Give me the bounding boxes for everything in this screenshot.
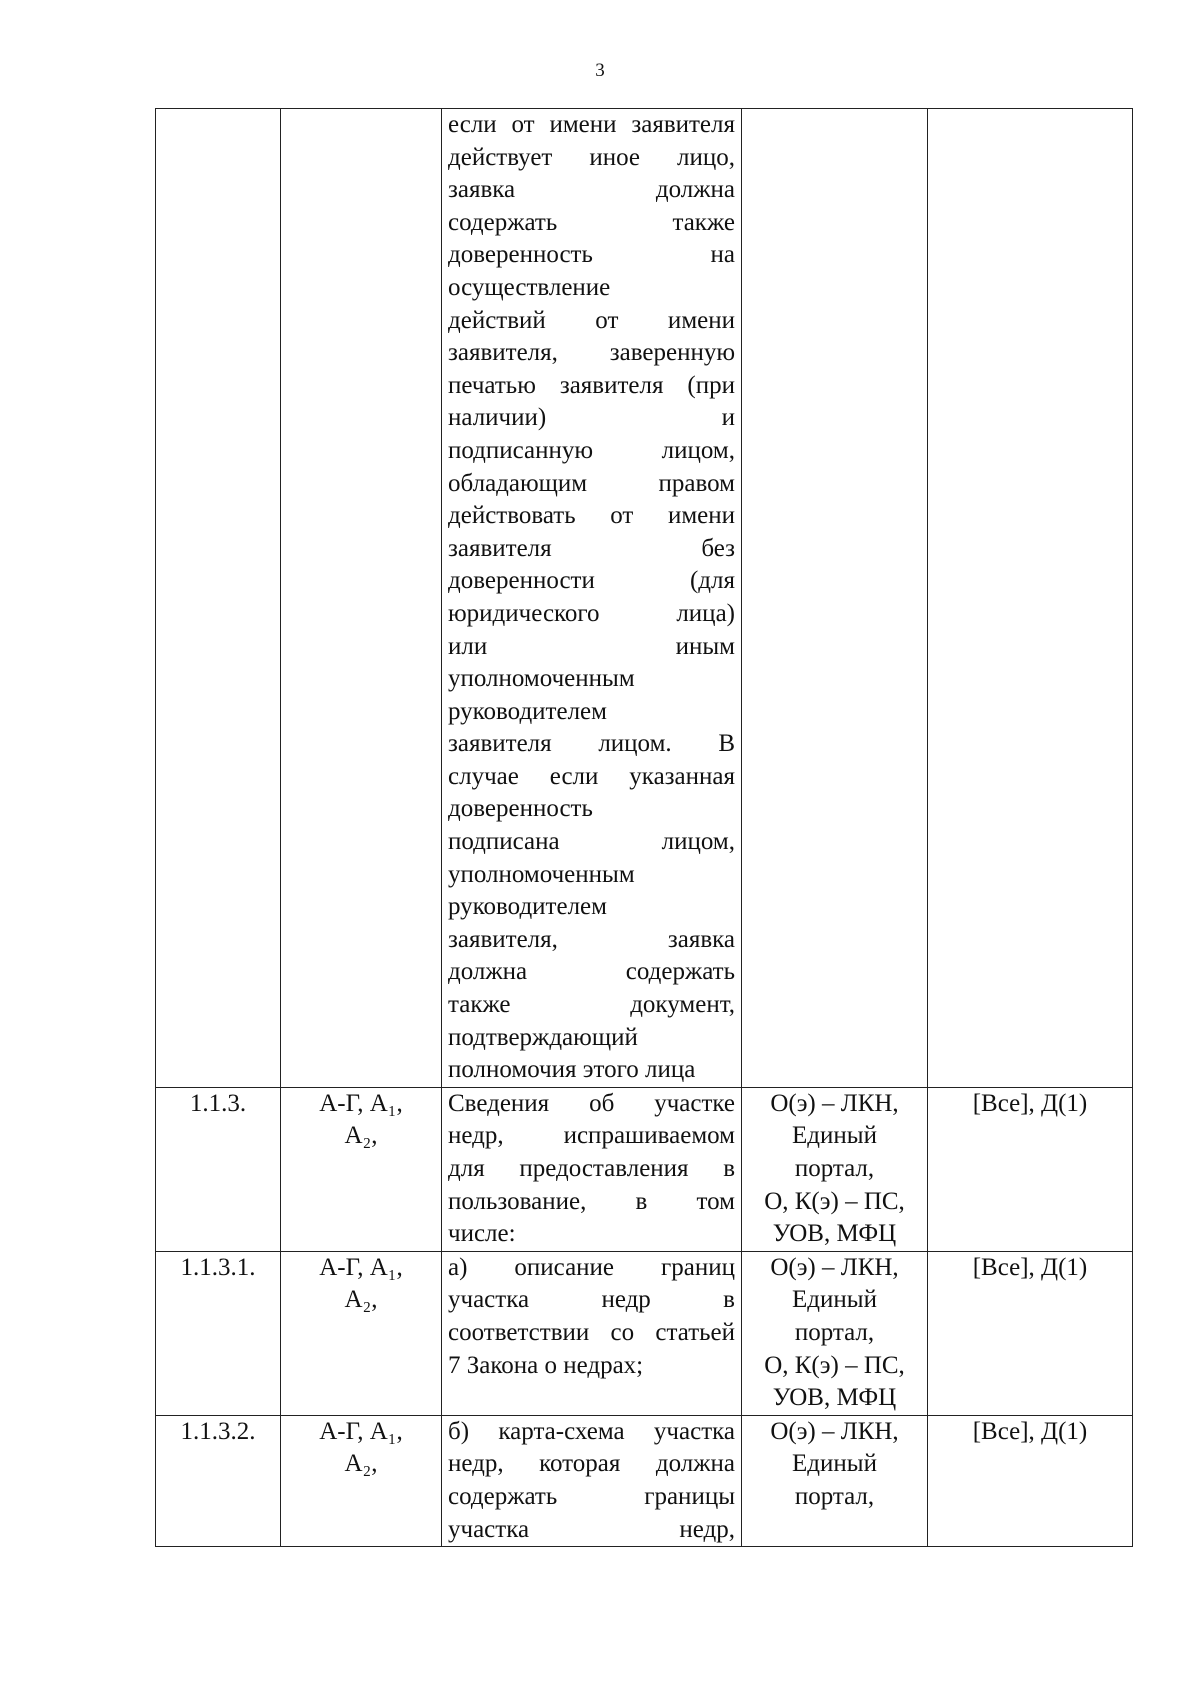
text-line: руководителем — [448, 893, 607, 921]
stage-cell — [928, 109, 1133, 1088]
text-line: участка недр, — [448, 1515, 735, 1543]
text-line: Единый — [792, 1286, 877, 1314]
text-line: О(э) – ЛКН, — [770, 1417, 899, 1445]
text-line: А₂, — [344, 1286, 378, 1314]
category-cell — [281, 1251, 442, 1415]
text-line: Сведения об участке — [448, 1089, 735, 1117]
description-cell — [442, 1415, 742, 1546]
text-line: доверенности (для — [448, 567, 735, 595]
text-line: уполномоченным — [448, 665, 635, 693]
text-line: участка недр в — [448, 1286, 735, 1314]
table-row — [156, 109, 1133, 1088]
table-row — [156, 1087, 1133, 1251]
text-line: должна содержать — [448, 958, 735, 986]
text-line: заявителя без — [448, 534, 735, 562]
channel-cell — [742, 1415, 928, 1546]
row-number-cell — [156, 109, 281, 1088]
text-line: портал, — [794, 1155, 875, 1182]
text-line: О(э) – ЛКН, — [770, 1089, 899, 1117]
text-line: УОВ, МФЦ — [772, 1384, 897, 1412]
text-line: а) описание границ — [448, 1253, 735, 1281]
text-line: содержать границы — [448, 1482, 735, 1510]
text-line: уполномоченным — [448, 860, 635, 888]
category-cell — [281, 1415, 442, 1546]
stage-cell: [Все], Д(1) — [928, 1251, 1133, 1415]
text-line: 7 Закона о недрах; — [448, 1351, 644, 1379]
text-line: числе: — [448, 1220, 516, 1248]
text-line: заявителя, заверенную — [448, 339, 735, 367]
text-line: О, К(э) – ПС, — [764, 1187, 905, 1215]
text-line: портал, — [794, 1318, 875, 1346]
text-line: подписана лицом, — [448, 828, 735, 856]
channel-cell — [742, 1087, 928, 1251]
text-line: б) карта-схема участка — [448, 1417, 735, 1445]
text-line: недр, испрашиваемом — [448, 1122, 735, 1150]
text-line: А-Г, А₁, — [319, 1253, 403, 1281]
text-line: доверенность на — [448, 241, 735, 269]
text-line: недр, которая должна — [448, 1450, 735, 1478]
text-line: действий от имени — [448, 306, 735, 334]
stage-cell: [Все], Д(1) — [928, 1087, 1133, 1251]
text-line: случае если указанная — [448, 762, 735, 790]
text-line: Единый — [792, 1122, 877, 1150]
row-number-cell: 1.1.3. — [156, 1087, 281, 1251]
text-line: также документ, — [448, 991, 735, 1019]
text-line: печатью заявителя (при — [448, 371, 735, 399]
requirements-table — [155, 108, 1133, 1547]
description-cell — [442, 1251, 742, 1415]
text-line: содержать также — [448, 208, 735, 236]
text-line: заявителя лицом. В — [448, 730, 735, 758]
text-line: юридического лица) — [448, 599, 735, 627]
text-line: заявителя, заявка — [448, 925, 735, 953]
text-line: А₂, — [344, 1122, 378, 1150]
row-number-cell: 1.1.3.2. — [156, 1415, 281, 1546]
text-line: портал, — [794, 1482, 875, 1510]
text-line: осуществление — [448, 273, 611, 301]
text-line: полномочия этого лица — [448, 1056, 696, 1084]
text-line: руководителем — [448, 697, 607, 725]
table-row — [156, 1251, 1133, 1415]
text-line: доверенность — [448, 795, 593, 823]
stage-cell: [Все], Д(1) — [928, 1415, 1133, 1546]
text-line: пользование, в том — [448, 1187, 735, 1215]
text-line: обладающим правом — [448, 469, 735, 497]
text-line: для предоставления в — [448, 1155, 735, 1182]
text-line: О(э) – ЛКН, — [770, 1253, 899, 1281]
channel-cell — [742, 109, 928, 1088]
text-line: действует иное лицо, — [448, 143, 735, 171]
category-cell — [281, 109, 442, 1088]
text-line: А₂, — [344, 1450, 378, 1478]
table-row — [156, 1415, 1133, 1546]
text-line: Единый — [792, 1450, 877, 1478]
text-line: заявка должна — [448, 176, 735, 204]
text-line: подтверждающий — [448, 1023, 638, 1051]
page-number: 3 — [595, 60, 605, 81]
text-line: А-Г, А₁, — [319, 1417, 403, 1445]
text-line: если от имени заявителя — [448, 111, 735, 138]
text-line: действовать от имени — [448, 502, 735, 530]
description-cell — [442, 1087, 742, 1251]
category-cell — [281, 1087, 442, 1251]
channel-cell — [742, 1251, 928, 1415]
text-line: УОВ, МФЦ — [772, 1220, 897, 1248]
description-cell — [442, 109, 742, 1088]
text-line: наличии) и — [448, 404, 735, 432]
text-line: или иным — [448, 632, 735, 660]
text-line: О, К(э) – ПС, — [764, 1351, 905, 1379]
text-line: подписанную лицом, — [448, 436, 735, 464]
text-line: А-Г, А₁, — [319, 1089, 403, 1117]
text-line: соответствии со статьей — [448, 1318, 735, 1346]
row-number-cell: 1.1.3.1. — [156, 1251, 281, 1415]
